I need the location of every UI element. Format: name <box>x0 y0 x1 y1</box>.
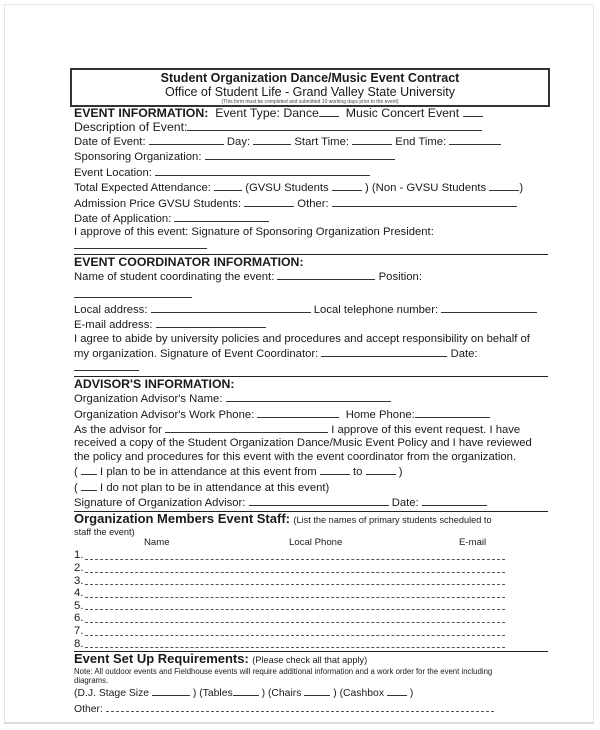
document-title: Student Organization Dance/Music Event Contract <box>160 71 460 85</box>
coordinator-signature-field[interactable] <box>321 346 447 357</box>
not-attend-checkbox[interactable] <box>81 480 97 491</box>
setup-other-row <box>74 701 548 715</box>
advisor-for-row <box>74 422 548 437</box>
row-number: 8. <box>74 637 84 650</box>
coordinator-date-field[interactable] <box>74 364 139 371</box>
home-phone-label: Home Phone: <box>345 408 415 421</box>
staff-row <box>74 549 548 562</box>
close-paren: ) <box>519 182 524 195</box>
application-date-field[interactable] <box>174 211 269 222</box>
row-number: 1. <box>74 549 84 562</box>
coordinator-name-row <box>74 269 548 284</box>
work-phone-label: Organization Advisor's Work Phone: <box>74 408 255 421</box>
document-subtitle: Office of Student Life - Grand Valley State University <box>165 85 455 99</box>
attend-to-field[interactable] <box>366 464 396 475</box>
description-field[interactable] <box>187 120 482 131</box>
not-attend-row <box>74 480 548 495</box>
document-note: (This form must be completed and submitted 10 working days prior to the event) <box>221 99 399 105</box>
email-field[interactable] <box>156 317 266 328</box>
staff-entry-field[interactable] <box>85 589 505 598</box>
staff-row <box>74 638 548 651</box>
attend-to-label: to <box>353 466 363 479</box>
advisor-approve-text: I approve of this event request. I have <box>331 423 521 436</box>
sponsoring-org-field[interactable] <box>205 149 395 160</box>
form-body <box>74 106 548 721</box>
staff-row <box>74 587 548 600</box>
approval-row <box>74 226 548 239</box>
setup-other-field[interactable] <box>106 701 494 712</box>
date-row <box>74 134 548 149</box>
description-label: Description of Event: <box>74 120 188 134</box>
music-concert-field[interactable] <box>463 106 483 117</box>
setup-heading-row <box>74 652 548 667</box>
column-email: E-mail <box>459 537 487 549</box>
date-label: Date of Event: <box>74 136 146 148</box>
row-number: 3. <box>74 574 84 587</box>
coordinator-name-field[interactable] <box>277 269 375 280</box>
title-box <box>70 68 550 107</box>
position-field-row <box>74 287 548 302</box>
dj-stage-label: (D.J. Stage Size <box>74 688 150 700</box>
attend-checkbox[interactable] <box>81 464 97 475</box>
advisor-for-label: As the advisor for <box>74 423 162 436</box>
phone-field[interactable] <box>441 302 537 313</box>
attend-row <box>74 464 548 479</box>
gvsu-students-field[interactable] <box>332 180 362 191</box>
day-field[interactable] <box>253 134 291 145</box>
end-time-label: End Time: <box>395 136 447 148</box>
coordinator-heading: EVENT COORDINATOR INFORMATION: <box>74 255 304 270</box>
address-label: Local address: <box>74 304 148 317</box>
gvsu-students-label: (GVSU Students <box>245 182 329 195</box>
staff-entry-field[interactable] <box>85 614 505 623</box>
agreement-text: I agree to abide by university policies and procedures and accept responsibility on behalf of <box>74 332 530 345</box>
location-row <box>74 165 548 180</box>
row-number: 4. <box>74 587 84 600</box>
staff-entry-field[interactable] <box>85 601 505 610</box>
row-number: 7. <box>74 624 84 637</box>
truncated-text <box>74 717 194 721</box>
sponsoring-org-label: Sponsoring Organization: <box>74 151 202 164</box>
advisor-heading-row <box>74 377 548 391</box>
advisor-for-field[interactable] <box>165 422 328 433</box>
dj-stage-field[interactable] <box>152 685 190 696</box>
application-date-label: Date of Application: <box>74 213 172 226</box>
president-approval-text: I approve of this event: Signature of Sponsoring Organization President: <box>74 226 434 239</box>
non-gvsu-label: ) (Non - GVSU Students <box>365 182 487 195</box>
day-label: Day: <box>226 136 251 148</box>
row-number: 5. <box>74 599 84 612</box>
setup-other-label: Other: <box>74 703 103 715</box>
staff-entry-field[interactable] <box>85 564 505 573</box>
row-number: 2. <box>74 561 84 574</box>
coordinator-signature-row <box>74 346 548 361</box>
location-field[interactable] <box>155 165 370 176</box>
policy-text-2: the policy and procedures for this event with the event coordinator from the organization. <box>74 450 517 463</box>
attend-text: I plan to be in attendance at this event from <box>100 466 317 479</box>
attend-from-field[interactable] <box>320 464 350 475</box>
staff-row <box>74 625 548 638</box>
coordinator-signature-label: my organization. Signature of Event Coordinator: <box>74 348 319 361</box>
coordinator-heading-row <box>74 255 548 269</box>
not-attend-text: I do not plan to be in attendance at this event) <box>100 481 330 494</box>
position-field[interactable] <box>74 287 192 298</box>
agreement-row <box>74 333 548 346</box>
phone-label: Local telephone number: <box>313 304 439 317</box>
attendance-label: Total Expected Attendance: <box>74 182 211 195</box>
column-name: Name <box>144 537 170 549</box>
setup-instruction: (Please check all that apply) <box>252 655 368 666</box>
attendance-row <box>74 180 548 195</box>
staff-entry-field[interactable] <box>85 627 505 636</box>
staff-rows <box>74 549 548 650</box>
staff-row <box>74 600 548 613</box>
staff-row <box>74 612 548 625</box>
dance-field[interactable] <box>319 106 339 117</box>
close-paren: ) <box>398 466 403 479</box>
sponsoring-org-row <box>74 149 548 164</box>
coordinator-date-label: Date: <box>450 348 478 361</box>
advisor-date-label: Date: <box>391 496 419 509</box>
president-signature-field[interactable] <box>74 242 207 249</box>
start-time-field[interactable] <box>352 134 392 145</box>
non-gvsu-field[interactable] <box>489 180 519 191</box>
setup-note: Note: All outdoor events and Fieldhouse events will require additional information and a work order for the event including <box>74 667 493 677</box>
policy-row-1 <box>74 437 548 450</box>
coordinator-date-row <box>74 362 548 375</box>
staff-columns <box>74 537 548 549</box>
chairs-field[interactable] <box>304 685 330 696</box>
admission-label: Admission Price GVSU Students: <box>74 197 242 210</box>
setup-items-row <box>74 685 548 700</box>
policy-text-1: received a copy of the Student Organization Dance/Music Event Policy and I have reviewed <box>74 437 532 450</box>
open-paren: ( <box>74 481 78 494</box>
application-date-row <box>74 211 548 226</box>
president-signature-row <box>74 240 548 253</box>
column-local-phone: Local Phone <box>289 537 343 549</box>
advisor-signature-row <box>74 495 548 510</box>
event-information-heading: EVENT INFORMATION: <box>74 106 209 120</box>
event-type-row <box>74 106 548 120</box>
event-type-label: Event Type: Dance <box>215 106 319 120</box>
staff-instruction-2: staff the event) <box>74 527 135 538</box>
open-paren: ( <box>74 466 78 479</box>
staff-heading: Organization Members Event Staff: <box>74 511 290 527</box>
tables-label: ) (Tables <box>192 688 233 700</box>
staff-row <box>74 562 548 575</box>
staff-instruction: (List the names of primary students scheduled to <box>293 515 492 526</box>
end-time-field[interactable] <box>449 134 501 145</box>
address-row <box>74 302 548 317</box>
chairs-label: ) (Chairs <box>261 688 302 700</box>
description-row <box>74 120 548 134</box>
setup-heading: Event Set Up Requirements: <box>74 651 249 667</box>
date-field[interactable] <box>149 134 224 145</box>
advisor-name-field[interactable] <box>226 391 391 402</box>
row-number: 6. <box>74 612 84 625</box>
advisor-phone-row <box>74 407 548 422</box>
advisor-signature-label: Signature of Organization Advisor: <box>74 496 246 509</box>
address-field[interactable] <box>151 302 311 313</box>
staff-entry-field[interactable] <box>85 551 505 560</box>
start-time-label: Start Time: <box>294 136 350 148</box>
work-phone-field[interactable] <box>257 407 339 418</box>
position-label: Position: <box>378 271 422 284</box>
home-phone-field[interactable] <box>415 407 490 418</box>
music-concert-label: Music Concert Event <box>345 106 460 120</box>
coordinator-name-label: Name of student coordinating the event: <box>74 271 275 284</box>
email-row <box>74 317 548 332</box>
advisor-name-label: Organization Advisor's Name: <box>74 393 223 406</box>
admission-row <box>74 196 548 211</box>
staff-entry-field[interactable] <box>85 639 505 648</box>
admission-field[interactable] <box>244 196 294 207</box>
close-paren: ) <box>409 688 414 700</box>
advisor-signature-field[interactable] <box>249 495 389 506</box>
setup-note-2: diagrams. <box>74 676 109 686</box>
email-label: E-mail address: <box>74 319 153 332</box>
location-label: Event Location: <box>74 166 152 179</box>
advisor-date-field[interactable] <box>422 495 487 506</box>
cashbox-label: ) (Cashbox <box>333 688 385 700</box>
staff-row <box>74 575 548 588</box>
advisor-name-row <box>74 391 548 406</box>
staff-entry-field[interactable] <box>85 576 505 585</box>
cashbox-field[interactable] <box>387 685 407 696</box>
admission-other-label: Other: <box>297 197 329 210</box>
cut-off-line <box>74 715 548 721</box>
tables-field[interactable] <box>233 685 259 696</box>
staff-heading-row <box>74 512 548 527</box>
policy-row-2 <box>74 451 548 464</box>
attendance-field[interactable] <box>214 180 242 191</box>
advisor-heading: ADVISOR'S INFORMATION: <box>74 377 235 392</box>
admission-other-field[interactable] <box>332 196 517 207</box>
